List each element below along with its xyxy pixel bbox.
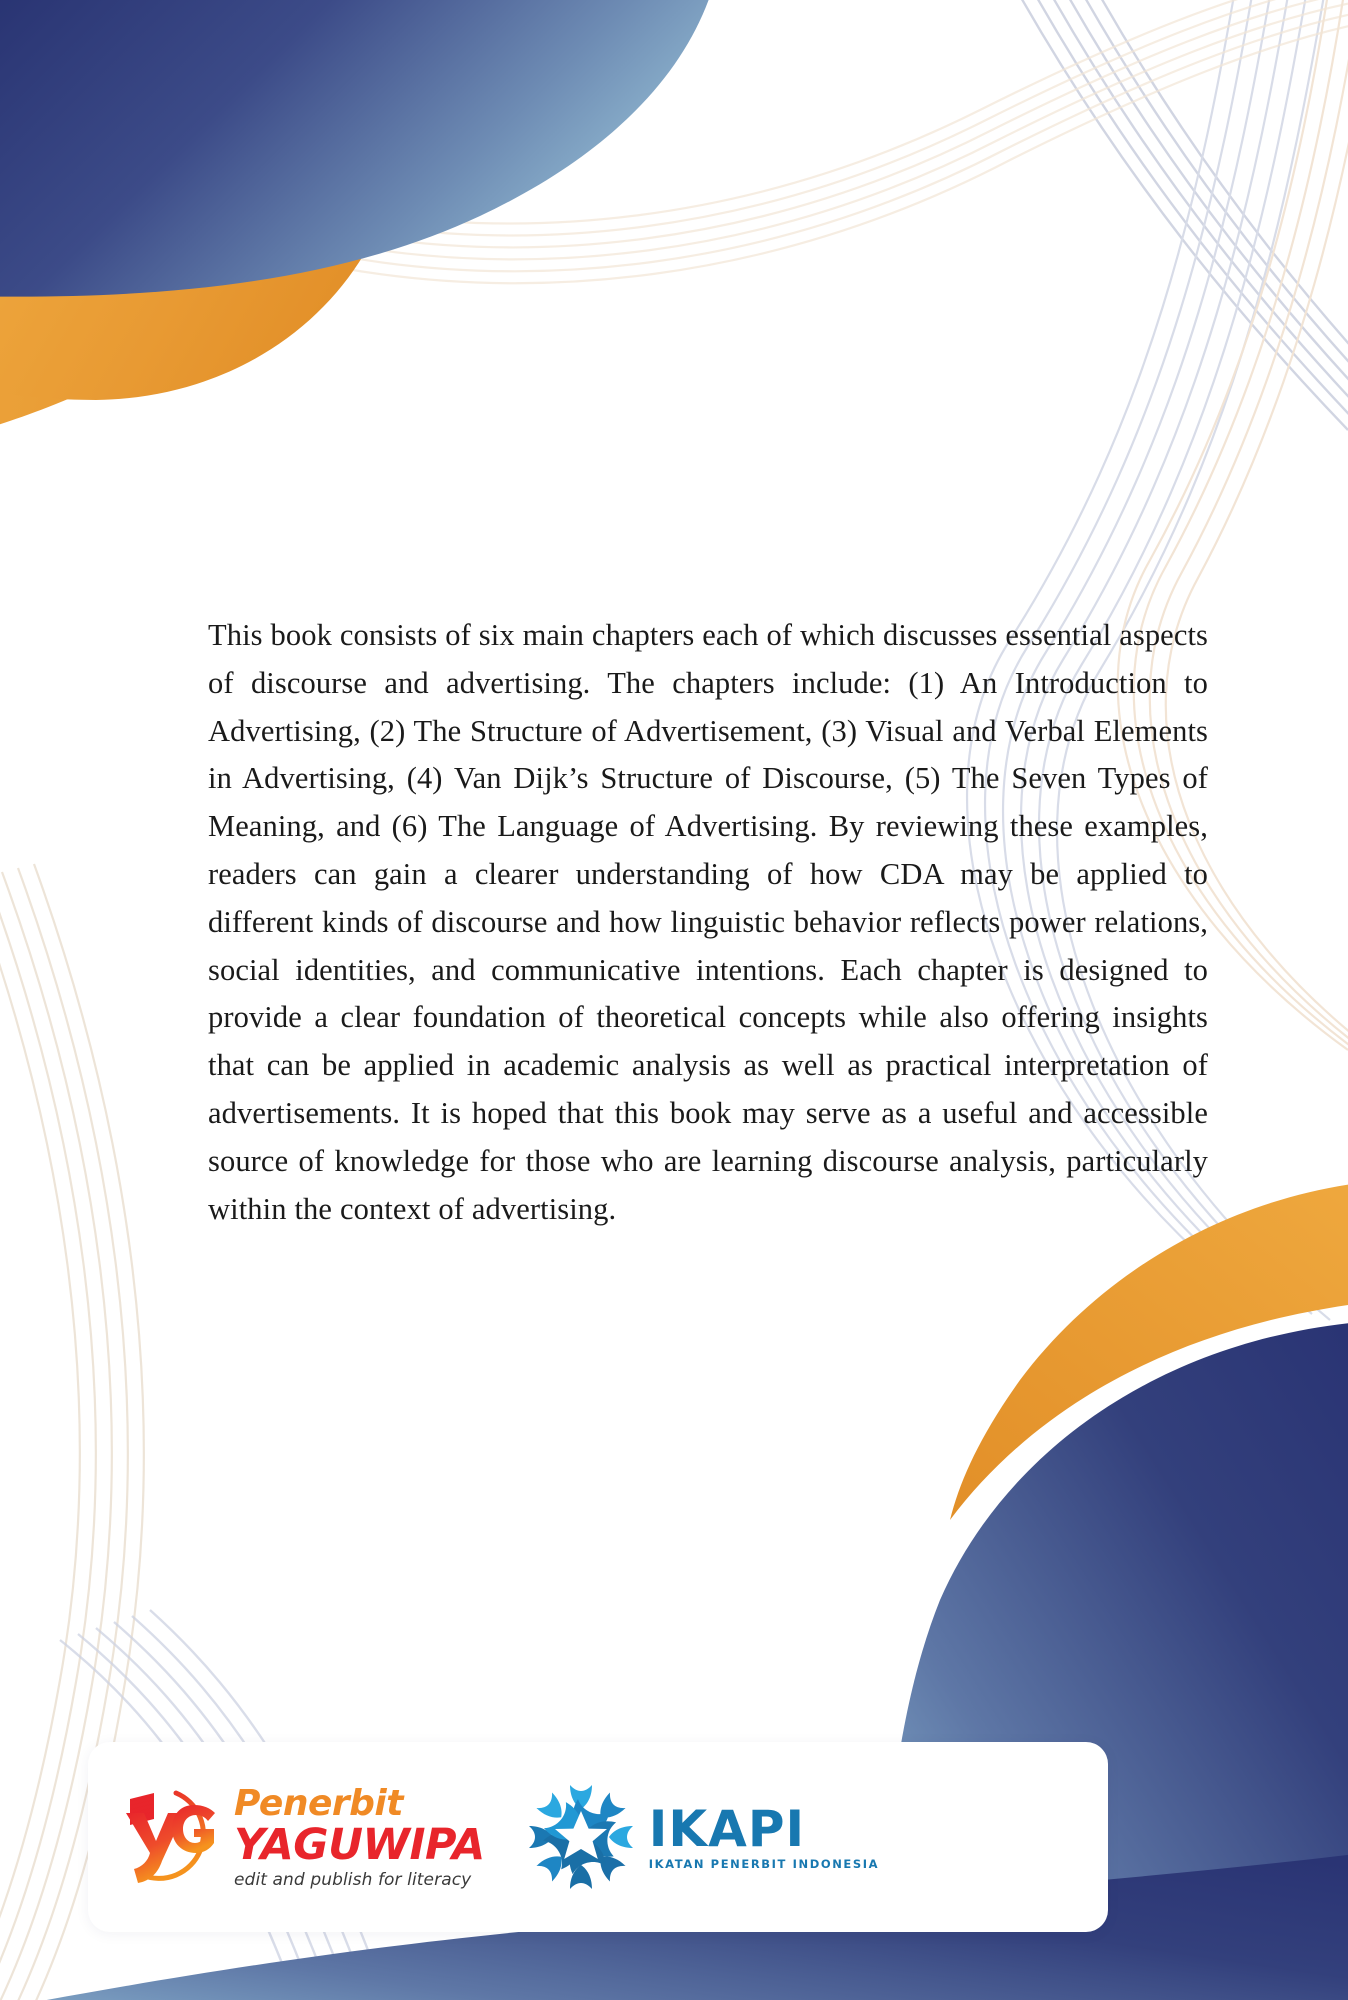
publisher-logo-yaguwipa: [110, 1783, 485, 1891]
page-content: [208, 612, 1208, 1233]
ikapi-flower-icon: [525, 1783, 637, 1891]
footer-logo-card: [88, 1742, 1108, 1932]
yaguwipa-tagline: edit and publish for literacy: [234, 1869, 472, 1890]
yaguwipa-name-label: YAGUWIPA: [234, 1819, 485, 1870]
yaguwipa-penerbit-label: Penerbit: [234, 1782, 403, 1824]
yaguwipa-wordmark: [234, 1782, 485, 1890]
body-paragraph: This book consists of six main chapters each of which discusses essential aspects of discourse and advertising. The chapters include: (1) An Introduction to Advertising, (2) The Structure of Advertisement, (3) Visual and Verbal Elements in Advertising, (4) Van Dijk’s Structure of Discourse, (5) The Seven Types of Meaning, and (6) The Language of Advertising. By reviewing these examples, readers can gain a clearer understanding of how CDA may be applied to different kinds of discourse and how linguistic behavior reflects power relations, social identities, and communicative intentions. Each chapter is designed to provide a clear foundation of theoretical concepts while also offering insights that can be applied in academic analysis as well as practical interpretation of advertisements. It is hoped that this book may serve as a useful and accessible source of knowledge for those who are learning discourse analysis, particularly within the context of advertising.: [208, 618, 1208, 1226]
ikapi-name-label: IKAPI: [648, 1799, 806, 1858]
association-logo-ikapi: [525, 1783, 879, 1891]
yaguwipa-monogram-icon: [110, 1785, 228, 1889]
ikapi-subtitle-label: IKATAN PENERBIT INDONESIA: [648, 1856, 880, 1871]
top-left-navy-wave: [0, 0, 720, 297]
ikapi-wordmark: [648, 1799, 880, 1871]
